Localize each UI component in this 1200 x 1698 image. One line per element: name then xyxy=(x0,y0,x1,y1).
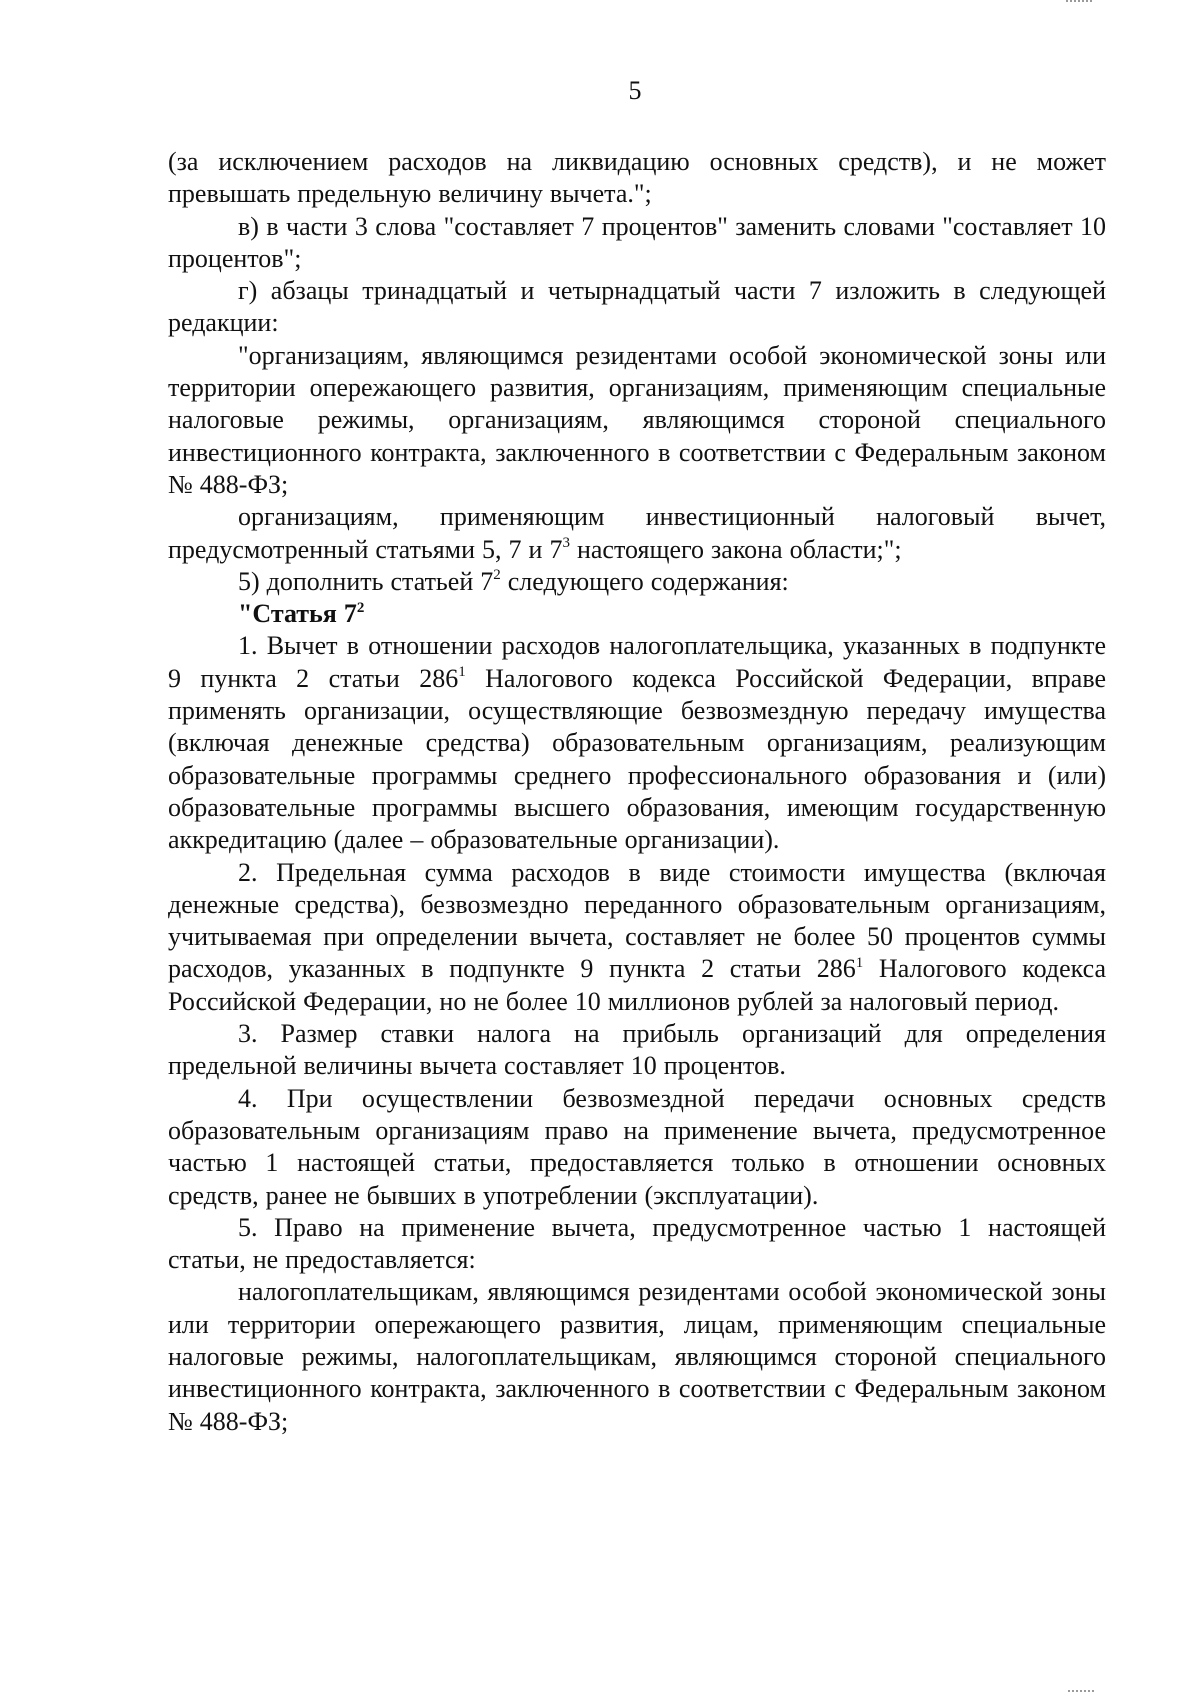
paragraph-text: следующего содержания: xyxy=(500,566,789,596)
paragraph-text: настоящего закона области;"; xyxy=(569,534,902,564)
paragraph: "организациям, являющимся резидентами особой экономической зоны или территории опережающего развития, организациям, применяющим специальные налоговые режимы, организациям, являющимся стороной специального инвестиционного контракта, заключенного в соответствии с Федеральным законом № 488-ФЗ; xyxy=(168,340,1106,499)
paragraph xyxy=(168,501,1106,566)
paragraph-text: Налогового кодекса Российской Федерации, но не более 10 миллионов рублей за налоговый период. xyxy=(168,954,1106,1016)
scan-artifact-top xyxy=(1066,0,1092,8)
superscript: 2 xyxy=(356,599,365,616)
paragraph xyxy=(168,857,1106,1018)
paragraph xyxy=(168,566,1106,598)
superscript: 1 xyxy=(855,954,864,971)
page-number: 5 xyxy=(628,76,642,105)
superscript: 1 xyxy=(458,664,466,681)
article-heading-text: "Статья 7 xyxy=(238,599,357,629)
document-body xyxy=(168,146,1106,1438)
paragraph: 4. При осуществлении безвозмездной передачи основных средств образовательным организациям право на применение вычета, предусмотренное частью 1 настоящей статьи, предоставляется только в отношении основных средств, ранее не бывших в употреблении (эксплуатации). xyxy=(168,1083,1106,1210)
paragraph: 5. Право на применение вычета, предусмотренное частью 1 настоящей статьи, не предоставляется: xyxy=(168,1212,1106,1275)
superscript: 2 xyxy=(493,567,501,584)
paragraph xyxy=(168,630,1106,856)
paragraph: в) в части 3 слова "составляет 7 процентов" заменить словами "составляет 10 процентов"; xyxy=(168,211,1106,273)
superscript: 3 xyxy=(562,534,570,551)
paragraph: г) абзацы тринадцатый и четырнадцатый части 7 изложить в следующей редакции: xyxy=(168,276,1106,338)
paragraph: (за исключением расходов на ликвидацию основных средств), и не может превышать предельную величину вычета."; xyxy=(168,147,1106,209)
paragraph-text: организациям, применяющим инвестиционный налоговый вычет, предусмотренный статьями 5, 7 и 7 xyxy=(168,502,1106,564)
paragraph-text: Налогового кодекса Российской Федерации, вправе применять организации, осуществляющие безвозмездную передачу имущества (включая денежные средства) образовательным организациям, реализующим образовательные программы среднего профессионального образования и (или) образовательные программы высшего образования, имеющим государственную аккредитацию (далее – образовательные организации). xyxy=(168,663,1106,855)
paragraph: 3. Размер ставки налога на прибыль организаций для определения предельной величины вычета составляет 10 процентов. xyxy=(168,1019,1106,1081)
paragraph-text: 2. Предельная сумма расходов в виде стоимости имущества (включая денежные средства), безвозмездно переданного образовательным организациям, учитываемая при определении вычета, составляет не более 50 процентов суммы расходов, указанных в подпункте 9 пункта 2 статьи 286 xyxy=(168,857,1106,984)
paragraph: налогоплательщикам, являющимся резидентами особой экономической зоны или территории опережающего развития, лицам, применяющим специальные налоговые режимы, налогоплательщикам, являющимся стороной специального инвестиционного контракта, заключенного в соответствии с Федеральным законом № 488-ФЗ; xyxy=(168,1277,1106,1436)
article-heading xyxy=(168,598,1106,630)
paragraph-text: 5) дополнить статьей 7 xyxy=(238,566,494,596)
paragraph-text: 1. Вычет в отношении расходов налогоплательщика, указанных в подпункте 9 пункта 2 статьи 286 xyxy=(168,631,1106,693)
